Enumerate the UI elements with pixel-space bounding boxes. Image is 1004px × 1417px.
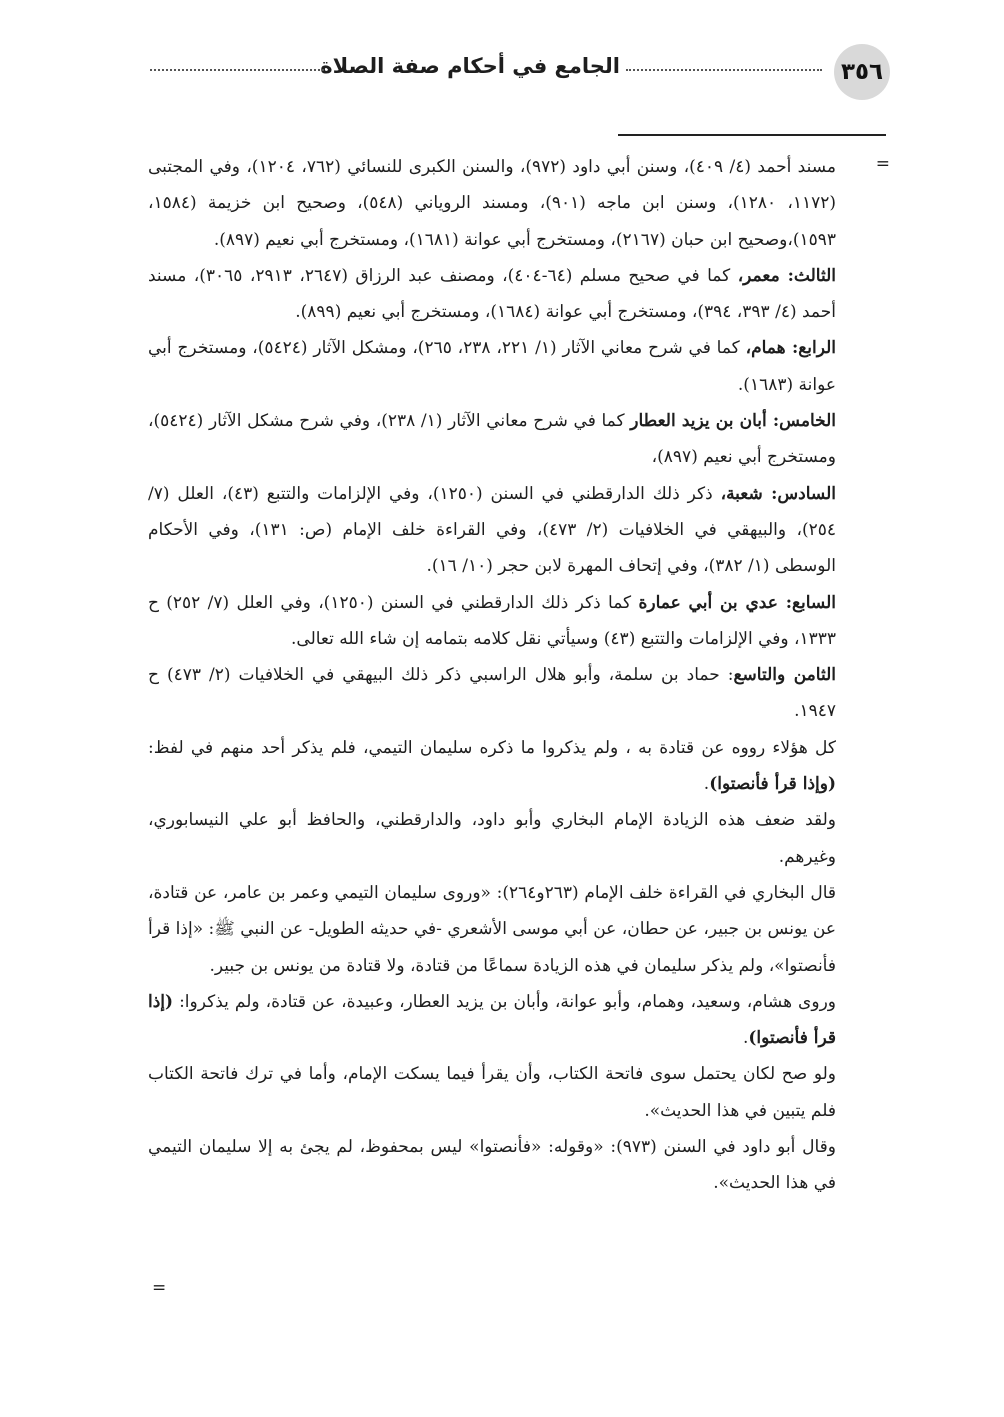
paragraph-quote: (إذا قرأ فأنصتوا): [148, 991, 836, 1049]
paragraph-tail: .: [742, 1028, 749, 1049]
continuation-marker-top: =: [875, 154, 890, 174]
header-dotted-leader-right: [626, 69, 822, 71]
paragraph-text: كل هؤلاء رووه عن قتادة به ، ولم يذكروا ما ذكره سليمان التيمي، فلم يذكر أحد منهم في لفظ:: [148, 737, 836, 758]
paragraph: [148, 657, 836, 730]
paragraph: [148, 330, 836, 403]
paragraph-text: كما ذكر ذلك الدارقطني في السنن (١٢٥٠)، وفي العلل (٧/ ٢٥٢) ح ١٣٣٣، وفي الإلزامات والتتبع (٤٣) وسيأتي نقل كلامه بتمامه إن شاء الله تعالى.: [148, 592, 836, 649]
paragraph: [148, 802, 836, 875]
paragraph-lead: السادس: شعبة،: [720, 483, 836, 504]
paragraph: [148, 730, 836, 803]
paragraph: [148, 984, 836, 1057]
paragraph-text: كما في شرح معاني الآثار (١/ ٢٢١، ٢٣٨، ٢٦٥)، ومشكل الآثار (٥٤٢٤)، ومستخرج أبي عوانة (١٦٨٣).: [148, 338, 836, 395]
paragraph-lead: السابع: عدي بن أبي عمارة: [638, 592, 836, 613]
footnotes-body: [148, 149, 836, 1202]
paragraph-tail: .: [703, 774, 710, 795]
paragraph-text: مسند أحمد (٤/ ٤٠٩)، وسنن أبي داود (٩٧٢)، والسنن الكبرى للنسائي (٧٦٢، ١٢٠٤)، وفي المجتبى (١١٧٢، ١٢٨٠)، وسنن ابن ماجه (٩٠١)، ومسند الروياني (٥٤٨)، وصحيح ابن خزيمة (١٥٨٤، ١٥٩٣)،وصحيح ابن حبان (٢١٦٧)، ومستخرج أبي عوانة (١٦٨١)، ومستخرج أبي نعيم (٨٩٧).: [148, 157, 837, 250]
page-header: [0, 44, 1004, 108]
paragraph: [148, 585, 836, 658]
header-dotted-leader-left: [150, 69, 324, 71]
paragraph-lead: الخامس: أبان بن يزيد العطار: [630, 411, 836, 432]
paragraph: [148, 875, 836, 984]
footnote-separator: [618, 134, 886, 136]
paragraph-text: ولو صح لكان يحتمل سوى فاتحة الكتاب، وأن يقرأ فيما يسكت الإمام، وأما في ترك فاتحة الكتاب فلم يتبين في هذا الحديث».: [148, 1064, 836, 1121]
paragraph-text: قال البخاري في القراءة خلف الإمام (٢٦٣و٢٦٤): «وروى سليمان التيمي وعمر بن عامر، عن قتادة، عن يونس بن جبير، عن حطان، عن أبي موسى الأشعري -في حديثه الطويل- عن النبي ﷺ: «إذا قرأ فأنصتوا»، ولم يذكر سليمان في هذه الزيادة سماعًا من قتادة، ولا قتادة من يونس بن جبير.: [148, 882, 837, 976]
paragraph: [148, 1056, 836, 1129]
running-title: الجامع في أحكام صفة الصلاة: [320, 54, 620, 78]
paragraph-quote: (وإذا قرأ فأنصتوا): [709, 774, 836, 795]
paragraph-text: ذكر ذلك الدارقطني في السنن (١٢٥٠)، وفي الإلزامات والتتبع (٤٣)، العلل (٧/ ٢٥٤)، والبيهقي في الخلافيات (٢/ ٤٧٣)، وفي القراءة خلف الإمام (ص: ١٣١)، وفي الأحكام الوسطى (١/ ٣٨٢)، وفي إتحاف المهرة لابن حجر (١٠/ ١٦).: [148, 483, 836, 577]
paragraph-text: ولقد ضعف هذه الزيادة الإمام البخاري وأبو داود، والدارقطني، والحافظ أبو علي النيسابوري، وغيرهم.: [148, 810, 836, 867]
paragraph: [148, 258, 836, 331]
paragraph-text: : حماد بن سلمة، وأبو هلال الراسبي ذكر ذلك البيهقي في الخلافيات (٢/ ٤٧٣) ح ١٩٤٧.: [148, 665, 836, 722]
paragraph-lead: الثامن والتاسع: [733, 665, 836, 686]
paragraph: [148, 1129, 836, 1202]
page-number: ٣٥٦: [834, 44, 890, 100]
paragraph: [148, 403, 836, 476]
paragraph-text: وروى هشام، وسعيد، وهمام، وأبو عوانة، وأبان بن يزيد العطار، وعبيدة، عن قتادة، ولم يذكروا:: [173, 991, 836, 1012]
paragraph: [148, 476, 836, 585]
paragraph-text: كما في صحيح مسلم (٦٤-٤٠٤)، ومصنف عبد الرزاق (٢٦٤٧، ٢٩١٣، ٣٠٦٥)، مسند أحمد (٤/ ٣٩٣، ٣٩٤)، ومستخرج أبي عوانة (١٦٨٤)، ومستخرج أبي نعيم (٨٩٩).: [148, 265, 836, 323]
continuation-marker-bottom: =: [152, 1278, 167, 1298]
paragraph: [148, 149, 836, 258]
paragraph-lead: الرابع: همام،: [745, 338, 837, 359]
paragraph-text: كما في شرح معاني الآثار (١/ ٢٣٨)، وفي شرح مشكل الآثار (٥٤٢٤)، ومستخرج أبي نعيم (٨٩٧)،: [148, 411, 836, 468]
paragraph-lead: الثالث: معمر،: [737, 265, 837, 286]
paragraph-text: وقال أبو داود في السنن (٩٧٣): «وقوله: «فأنصتوا» ليس بمحفوظ، لم يجئ به إلا سليمان التيمي في هذا الحديث».: [148, 1137, 836, 1194]
